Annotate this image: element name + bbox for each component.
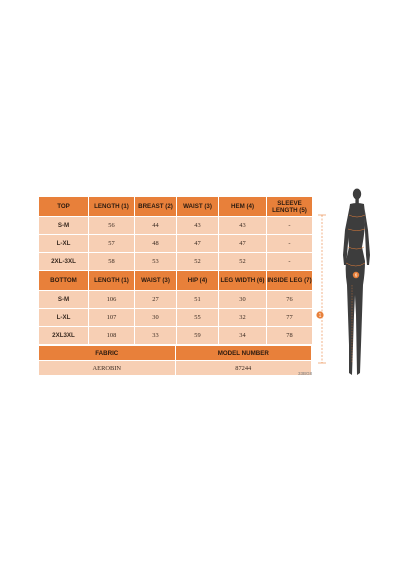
fabric-table: [38, 345, 312, 376]
marker-6-label: 6: [354, 272, 358, 278]
header-cell: BOTTOM: [39, 271, 89, 291]
value-cell: -: [267, 235, 313, 253]
table-row: [39, 327, 313, 345]
value-cell: 44: [135, 217, 177, 235]
value-cell: 107: [89, 309, 135, 327]
value-cell: 56: [89, 217, 135, 235]
header-cell: WAIST (3): [135, 271, 177, 291]
value-cell: 57: [89, 235, 135, 253]
header-cell: BREAST (2): [135, 197, 177, 217]
value-cell: 51: [177, 291, 219, 309]
header-cell: SLEEVE LENGTH (5): [267, 197, 313, 217]
value-cell: 52: [177, 253, 219, 271]
header-cell: WAIST (3): [177, 197, 219, 217]
header-cell: LENGTH (1): [89, 197, 135, 217]
value-cell: 76: [267, 291, 313, 309]
header-cell: HEM (4): [219, 197, 267, 217]
marker-1-label: 1: [318, 312, 322, 319]
silhouette: [343, 189, 370, 376]
header-cell: LENGTH (1): [89, 271, 135, 291]
size-cell: S-M: [39, 291, 89, 309]
size-cell: 2XL-3XL: [39, 253, 89, 271]
size-cell: L-XL: [39, 235, 89, 253]
table-row: [39, 291, 313, 309]
model-figure: [312, 185, 372, 385]
value-cell: 108: [89, 327, 135, 345]
bottom-header-row: [39, 271, 313, 291]
value-cell: 47: [219, 235, 267, 253]
model-number-value: 87244: [175, 361, 312, 376]
value-cell: 53: [135, 253, 177, 271]
fabric-header-row: [39, 346, 312, 361]
header-cell: TOP: [39, 197, 89, 217]
value-cell: 106: [89, 291, 135, 309]
top-size-table: [38, 196, 313, 345]
value-cell: 78: [267, 327, 313, 345]
fabric-value-row: [39, 361, 312, 376]
woman-silhouette-icon: [312, 185, 372, 385]
value-cell: 55: [177, 309, 219, 327]
value-cell: 48: [135, 235, 177, 253]
fabric-label: FABRIC: [39, 346, 176, 361]
value-cell: 33: [135, 327, 177, 345]
value-cell: -: [267, 253, 313, 271]
table-row: [39, 217, 313, 235]
value-cell: 52: [219, 253, 267, 271]
value-cell: 34: [219, 327, 267, 345]
top-header-row: [39, 197, 313, 217]
table-row: [39, 235, 313, 253]
header-cell: LEG WIDTH (6): [219, 271, 267, 291]
table-row: [39, 253, 313, 271]
size-chart: [38, 196, 312, 376]
value-cell: 47: [177, 235, 219, 253]
size-cell: S-M: [39, 217, 89, 235]
value-cell: 30: [135, 309, 177, 327]
size-cell: L-XL: [39, 309, 89, 327]
value-cell: 59: [177, 327, 219, 345]
size-cell: 2XL3XL: [39, 327, 89, 345]
footer-code: 33BG8: [298, 371, 313, 376]
value-cell: 43: [219, 217, 267, 235]
fabric-value: AEROBIN: [39, 361, 176, 376]
value-cell: -: [267, 217, 313, 235]
header-cell: INSIDE LEG (7): [267, 271, 313, 291]
value-cell: 77: [267, 309, 313, 327]
value-cell: 27: [135, 291, 177, 309]
value-cell: 32: [219, 309, 267, 327]
value-cell: 58: [89, 253, 135, 271]
table-row: [39, 309, 313, 327]
value-cell: 30: [219, 291, 267, 309]
value-cell: 43: [177, 217, 219, 235]
header-cell: HIP (4): [177, 271, 219, 291]
model-number-label: MODEL NUMBER: [175, 346, 312, 361]
